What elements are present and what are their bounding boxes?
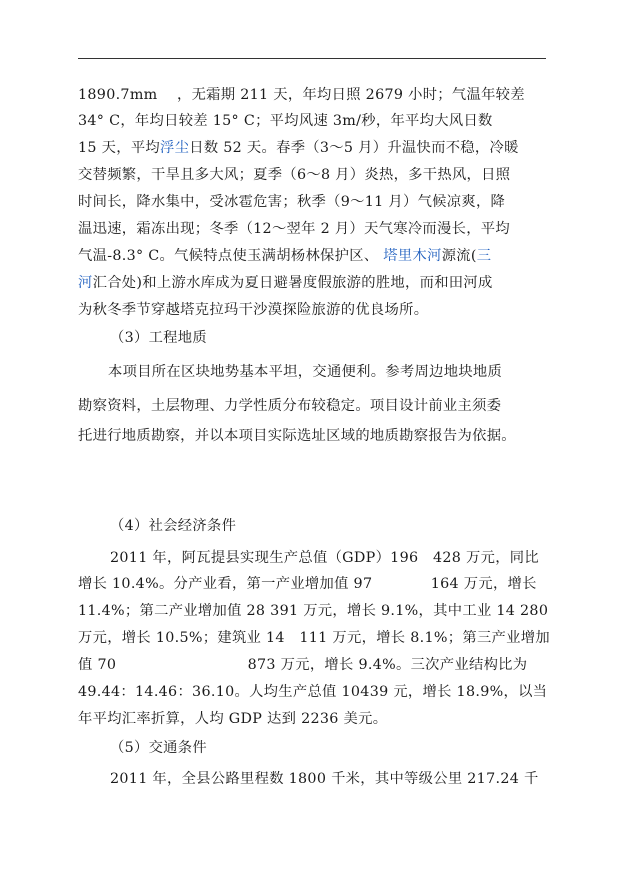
- text-run: 汇合处)和上游水库成为夏日避暑度假旅游的胜地，而和田河成: [92, 275, 493, 291]
- link-three-rivers[interactable]: 三: [476, 248, 492, 264]
- text-line: 49.44：14.46：36.10。人均生产总值 10439 元，增长 18.9%，以当: [78, 684, 548, 700]
- text-line: [78, 139, 548, 157]
- text-line: 温迅速，霜冻出现；冬季（12～翌年 2 月）天气寒冷而漫长，平均: [78, 221, 510, 237]
- text-line: 为秋冬季节穿越塔克拉玛干沙漠探险旅游的优良场所。: [78, 302, 429, 318]
- section-heading: （5）交通条件: [110, 740, 207, 756]
- text-line: 托进行地质勘察，并以本项目实际选址区域的地质勘察报告为依据。: [78, 428, 516, 444]
- text-line: 时间长，降水集中，受冰雹危害；秋季（9～11 月）气候凉爽，降: [78, 194, 506, 210]
- text-line: 2011 年，阿瓦提县实现生产总值（GDP）196 428 万元，同比: [110, 550, 539, 566]
- text-line: 年平均汇率折算，人均 GDP 达到 2236 美元。: [78, 711, 388, 727]
- text-line: 2011 年，全县公路里程数 1800 千米，其中等级公里 217.24 千: [110, 771, 539, 787]
- text-run: 1890.7mm ，无霜期 211 天，年均日照 2679 小时；气温年较差: [78, 87, 525, 103]
- text-line: [78, 274, 548, 292]
- text-line: 11.4%；第二产业增加值 28 391 万元，增长 9.1%，其中工业 14 280: [78, 603, 549, 619]
- text-line: [78, 247, 548, 265]
- text-run: 15 天，平均: [78, 140, 161, 156]
- section-heading: （3）工程地质: [110, 330, 207, 346]
- text-line: [78, 86, 548, 104]
- section-heading: （4）社会经济条件: [110, 518, 237, 534]
- text-line: 增长 10.4%。分产业看，第一产业增加值 97 164 万元，增长: [78, 576, 537, 592]
- link-fuchen[interactable]: 浮尘: [160, 140, 190, 156]
- text-run: 气温-8.3° C。气候特点使玉满胡杨林保护区、: [78, 248, 384, 264]
- text-run: 日数 52 天。春季（3～5 月）升温快而不稳，冷暖: [189, 140, 519, 156]
- header-rule: [78, 58, 546, 59]
- text-line: 万元，增长 10.5%；建筑业 14 111 万元，增长 8.1%；第三产业增加: [78, 630, 550, 646]
- text-run: 源流(: [441, 248, 477, 264]
- text-line: 本项目所在区块地势基本平坦，交通便利。参考周边地块地质: [108, 364, 503, 380]
- text-line: 值 70 873 万元，增长 9.4%。三次产业结构比为: [78, 657, 528, 673]
- text-line: 交替频繁，干旱且多大风；夏季（6～8 月）炎热，多干热风，日照: [78, 167, 511, 183]
- text-line: 勘察资料，土层物理、力学性质分布较稳定。项目设计前业主须委: [78, 398, 502, 414]
- text-line: 34° C，年均日较差 15° C；平均风速 3m/秒，年平均大风日数: [78, 113, 493, 129]
- link-tarim-river[interactable]: 塔里木河: [383, 248, 442, 264]
- link-three-rivers-cont[interactable]: 河: [78, 275, 93, 291]
